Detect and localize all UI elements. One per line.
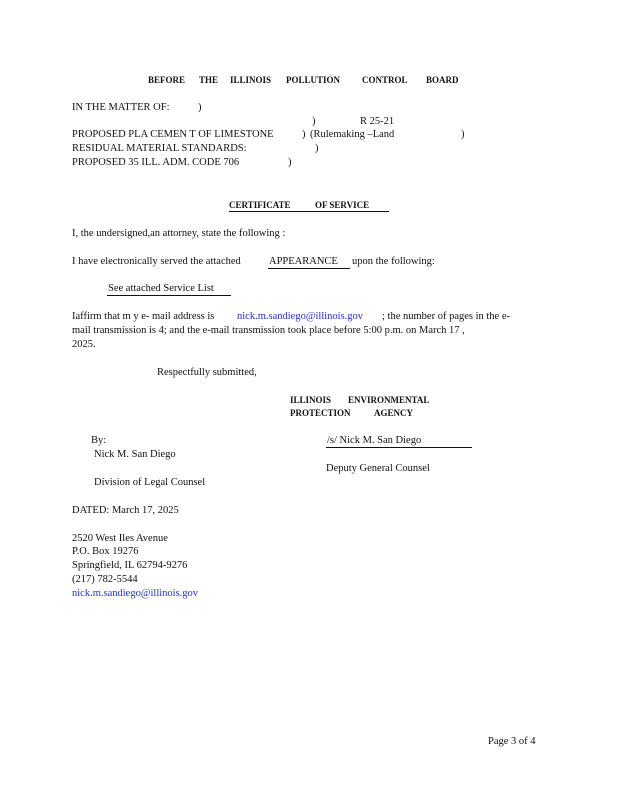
- signature-by: By:: [91, 435, 107, 446]
- service-list-underline: [107, 295, 231, 296]
- caption-paren: ): [312, 116, 316, 127]
- served-document: APPEARANCE: [269, 256, 338, 267]
- address-po-box: P.O. Box 19276: [72, 546, 139, 557]
- caption-line-1: PROPOSED PLA CEMEN T OF LIMESTONE: [72, 129, 274, 140]
- header-illinois: ILLINOIS: [230, 75, 272, 85]
- caption-paren: ): [288, 157, 292, 168]
- respectfully-submitted: Respectfully submitted,: [157, 367, 257, 378]
- service-list-text: See attached Service List: [108, 283, 214, 294]
- agency-protection: PROTECTION: [290, 408, 351, 418]
- signature-title: Deputy General Counsel: [326, 463, 430, 474]
- header-the: THE: [199, 75, 219, 85]
- caption-line-3: PROPOSED 35 ILL. ADM. CODE 706: [72, 157, 240, 168]
- header-before: BEFORE: [148, 75, 186, 85]
- caption-paren: ): [315, 143, 319, 154]
- affirm-line-1-prefix: Iaffirm that m y e- mail address is: [72, 311, 215, 322]
- page-number: Page 3 of 4: [488, 736, 536, 747]
- affirm-line-1-suffix: ; the number of pages in the e-: [382, 311, 510, 322]
- served-document-underline: [268, 268, 350, 269]
- statement-text: I, the undersigned,an attorney, state the following :: [72, 228, 286, 239]
- address-phone: (217) 782-5544: [72, 574, 138, 585]
- affirm-line-3: 2025.: [72, 339, 96, 350]
- served-line-suffix: upon the following:: [352, 256, 435, 267]
- docket-number: R 25-21: [360, 116, 395, 127]
- affirm-line-2: mail transmission is 4; and the e-mail transmission took place before 5:00 p.m. on March 17 ,: [72, 325, 465, 336]
- dated-line: DATED: March 17, 2025: [72, 505, 179, 516]
- caption-line-2: RESIDUAL MATERIAL STANDARDS:: [72, 143, 247, 154]
- signature-division: Division of Legal Counsel: [94, 477, 206, 488]
- certificate-title-underline: [229, 211, 389, 212]
- signature-underline: [326, 447, 472, 448]
- agency-agency: AGENCY: [374, 408, 414, 418]
- header-board: BOARD: [426, 75, 459, 85]
- certificate-title-part2: OF SERVICE: [315, 200, 370, 210]
- affirm-email-link[interactable]: nick.m.sandiego@illinois.gov: [237, 311, 364, 322]
- header-pollution: POLLUTION: [286, 75, 341, 85]
- address-street: 2520 West Iles Avenue: [72, 533, 168, 544]
- address-city: Springfield, IL 62794-9276: [72, 560, 188, 571]
- certificate-title-part1: CERTIFICATE: [229, 200, 291, 210]
- caption-in-the-matter: IN THE MATTER OF:: [72, 102, 170, 113]
- caption-paren: ): [302, 129, 306, 140]
- caption-rulemaking: (Rulemaking –Land: [310, 129, 395, 140]
- served-line-prefix: I have electronically served the attached: [72, 256, 241, 267]
- signature-slash: /s/ Nick M. San Diego: [327, 435, 422, 446]
- caption-paren: ): [198, 102, 202, 113]
- caption-paren: ): [461, 129, 465, 140]
- address-email-link[interactable]: nick.m.sandiego@illinois.gov: [72, 588, 199, 599]
- signature-name: Nick M. San Diego: [94, 449, 176, 460]
- agency-environmental: ENVIRONMENTAL: [348, 395, 430, 405]
- agency-illinois: ILLINOIS: [290, 395, 332, 405]
- header-control: CONTROL: [362, 75, 408, 85]
